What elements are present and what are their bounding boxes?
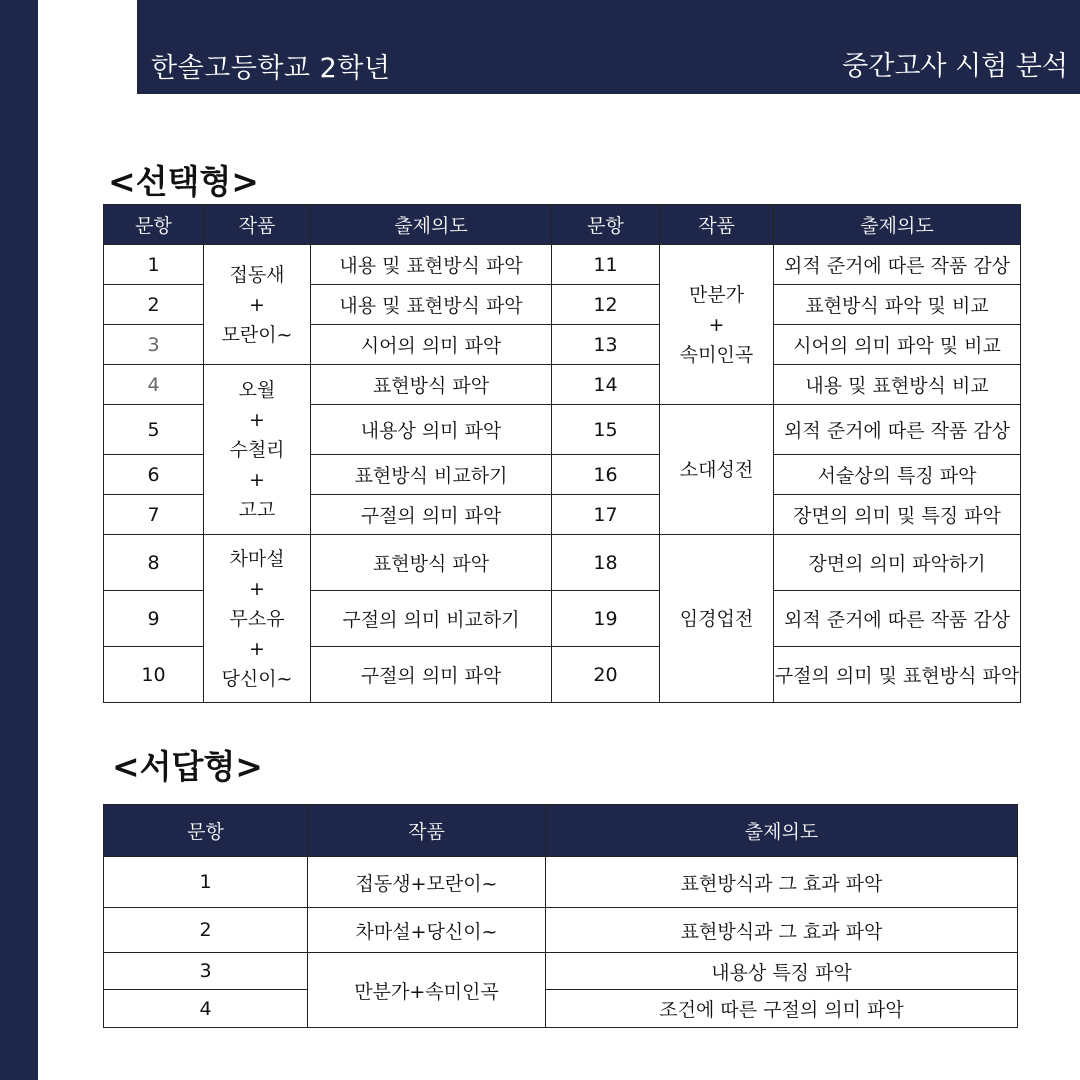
question-intent: 내용상 특징 파악 bbox=[546, 953, 1018, 990]
table-row bbox=[104, 365, 1021, 405]
question-number: 4 bbox=[104, 365, 204, 405]
question-intent: 표현방식 비교하기 bbox=[311, 455, 552, 495]
col-header-num: 문항 bbox=[104, 805, 308, 857]
question-number: 3 bbox=[104, 953, 308, 990]
choice-header-row bbox=[104, 205, 1021, 245]
choice-table bbox=[103, 204, 1021, 703]
question-intent: 표현방식과 그 효과 파악 bbox=[546, 857, 1018, 908]
question-number: 17 bbox=[552, 495, 660, 535]
work-plus: + bbox=[249, 408, 265, 431]
question-number: 19 bbox=[552, 591, 660, 647]
work-name: 차마설 bbox=[229, 547, 285, 570]
essay-header-row bbox=[104, 805, 1018, 857]
question-intent: 조건에 따른 구절의 의미 파악 bbox=[546, 990, 1018, 1028]
question-intent: 시어의 의미 파악 및 비교 bbox=[774, 325, 1021, 365]
work-name: 수철리 bbox=[229, 438, 285, 461]
choice-section-title: <선택형> bbox=[108, 162, 259, 201]
work-cell bbox=[660, 245, 774, 405]
essay-section-title: <서답형> bbox=[112, 747, 263, 786]
work-name: 당신이~ bbox=[221, 667, 293, 690]
question-number: 18 bbox=[552, 535, 660, 591]
work-cell: 차마설+당신이~ bbox=[308, 908, 546, 953]
question-number: 15 bbox=[552, 405, 660, 455]
question-intent: 외적 준거에 따른 작품 감상 bbox=[774, 591, 1021, 647]
question-intent: 표현방식 파악 및 비교 bbox=[774, 285, 1021, 325]
col-header-num: 문항 bbox=[552, 205, 660, 245]
col-header-intent: 출제의도 bbox=[774, 205, 1021, 245]
question-number: 11 bbox=[552, 245, 660, 285]
col-header-work: 작품 bbox=[308, 805, 546, 857]
work-name: 속미인곡 bbox=[679, 343, 754, 366]
question-number: 3 bbox=[104, 325, 204, 365]
question-number: 12 bbox=[552, 285, 660, 325]
table-row bbox=[104, 908, 1018, 953]
work-cell bbox=[204, 535, 311, 703]
question-intent: 표현방식 파악 bbox=[311, 535, 552, 591]
question-number: 20 bbox=[552, 647, 660, 703]
col-header-intent: 출제의도 bbox=[311, 205, 552, 245]
table-row bbox=[104, 953, 1018, 990]
question-intent: 장면의 의미 및 특징 파악 bbox=[774, 495, 1021, 535]
work-name: 오월 bbox=[238, 378, 276, 401]
question-intent: 내용 및 표현방식 파악 bbox=[311, 285, 552, 325]
header-banner bbox=[137, 0, 1080, 94]
question-intent: 외적 준거에 따른 작품 감상 bbox=[774, 405, 1021, 455]
question-intent: 외적 준거에 따른 작품 감상 bbox=[774, 245, 1021, 285]
question-number: 13 bbox=[552, 325, 660, 365]
question-intent: 표현방식과 그 효과 파악 bbox=[546, 908, 1018, 953]
question-number: 1 bbox=[104, 857, 308, 908]
work-cell: 만분가+속미인곡 bbox=[308, 953, 546, 1028]
question-intent: 구절의 의미 파악 bbox=[311, 495, 552, 535]
work-cell bbox=[660, 535, 774, 703]
work-cell bbox=[204, 365, 311, 535]
exam-title: 중간고사 시험 분석 bbox=[842, 51, 1068, 82]
question-number: 8 bbox=[104, 535, 204, 591]
table-row bbox=[104, 245, 1021, 285]
question-intent: 구절의 의미 파악 bbox=[311, 647, 552, 703]
work-name: 임경업전 bbox=[679, 607, 754, 630]
work-name: 만분가 bbox=[688, 283, 745, 306]
question-number: 10 bbox=[104, 647, 204, 703]
work-plus: + bbox=[708, 313, 725, 336]
question-number: 14 bbox=[552, 365, 660, 405]
question-intent: 내용상 의미 파악 bbox=[311, 405, 552, 455]
table-row bbox=[104, 857, 1018, 908]
col-header-num: 문항 bbox=[104, 205, 204, 245]
work-plus: + bbox=[249, 293, 265, 316]
question-number: 5 bbox=[104, 405, 204, 455]
essay-table bbox=[103, 804, 1018, 1028]
work-name: 모란이~ bbox=[221, 323, 293, 346]
work-cell bbox=[204, 245, 311, 365]
question-number: 9 bbox=[104, 591, 204, 647]
col-header-intent: 출제의도 bbox=[546, 805, 1018, 857]
col-header-work: 작품 bbox=[660, 205, 774, 245]
work-name: 무소유 bbox=[229, 607, 285, 630]
work-cell: 접동생+모란이~ bbox=[308, 857, 546, 908]
work-plus: + bbox=[249, 577, 265, 600]
work-plus: + bbox=[249, 468, 265, 491]
question-number: 1 bbox=[104, 245, 204, 285]
question-number: 4 bbox=[104, 990, 308, 1028]
work-name: 소대성전 bbox=[679, 458, 754, 481]
work-name: 고고 bbox=[238, 498, 276, 521]
col-header-work: 작품 bbox=[204, 205, 311, 245]
question-intent: 구절의 의미 및 표현방식 파악 bbox=[774, 647, 1021, 703]
question-intent: 구절의 의미 비교하기 bbox=[311, 591, 552, 647]
table-row bbox=[104, 990, 1018, 1028]
school-title: 한솔고등학교 2학년 bbox=[151, 53, 391, 84]
work-plus: + bbox=[249, 637, 265, 660]
work-cell bbox=[660, 405, 774, 535]
question-intent: 서술상의 특징 파악 bbox=[774, 455, 1021, 495]
question-number: 2 bbox=[104, 908, 308, 953]
question-number: 16 bbox=[552, 455, 660, 495]
question-intent: 내용 및 표현방식 비교 bbox=[774, 365, 1021, 405]
question-intent: 시어의 의미 파악 bbox=[311, 325, 552, 365]
table-row bbox=[104, 535, 1021, 591]
question-intent: 내용 및 표현방식 파악 bbox=[311, 245, 552, 285]
left-accent-bar bbox=[0, 0, 38, 1080]
question-number: 2 bbox=[104, 285, 204, 325]
work-name: 접동새 bbox=[229, 263, 285, 286]
question-number: 7 bbox=[104, 495, 204, 535]
question-intent: 장면의 의미 파악하기 bbox=[774, 535, 1021, 591]
question-number: 6 bbox=[104, 455, 204, 495]
question-intent: 표현방식 파악 bbox=[311, 365, 552, 405]
